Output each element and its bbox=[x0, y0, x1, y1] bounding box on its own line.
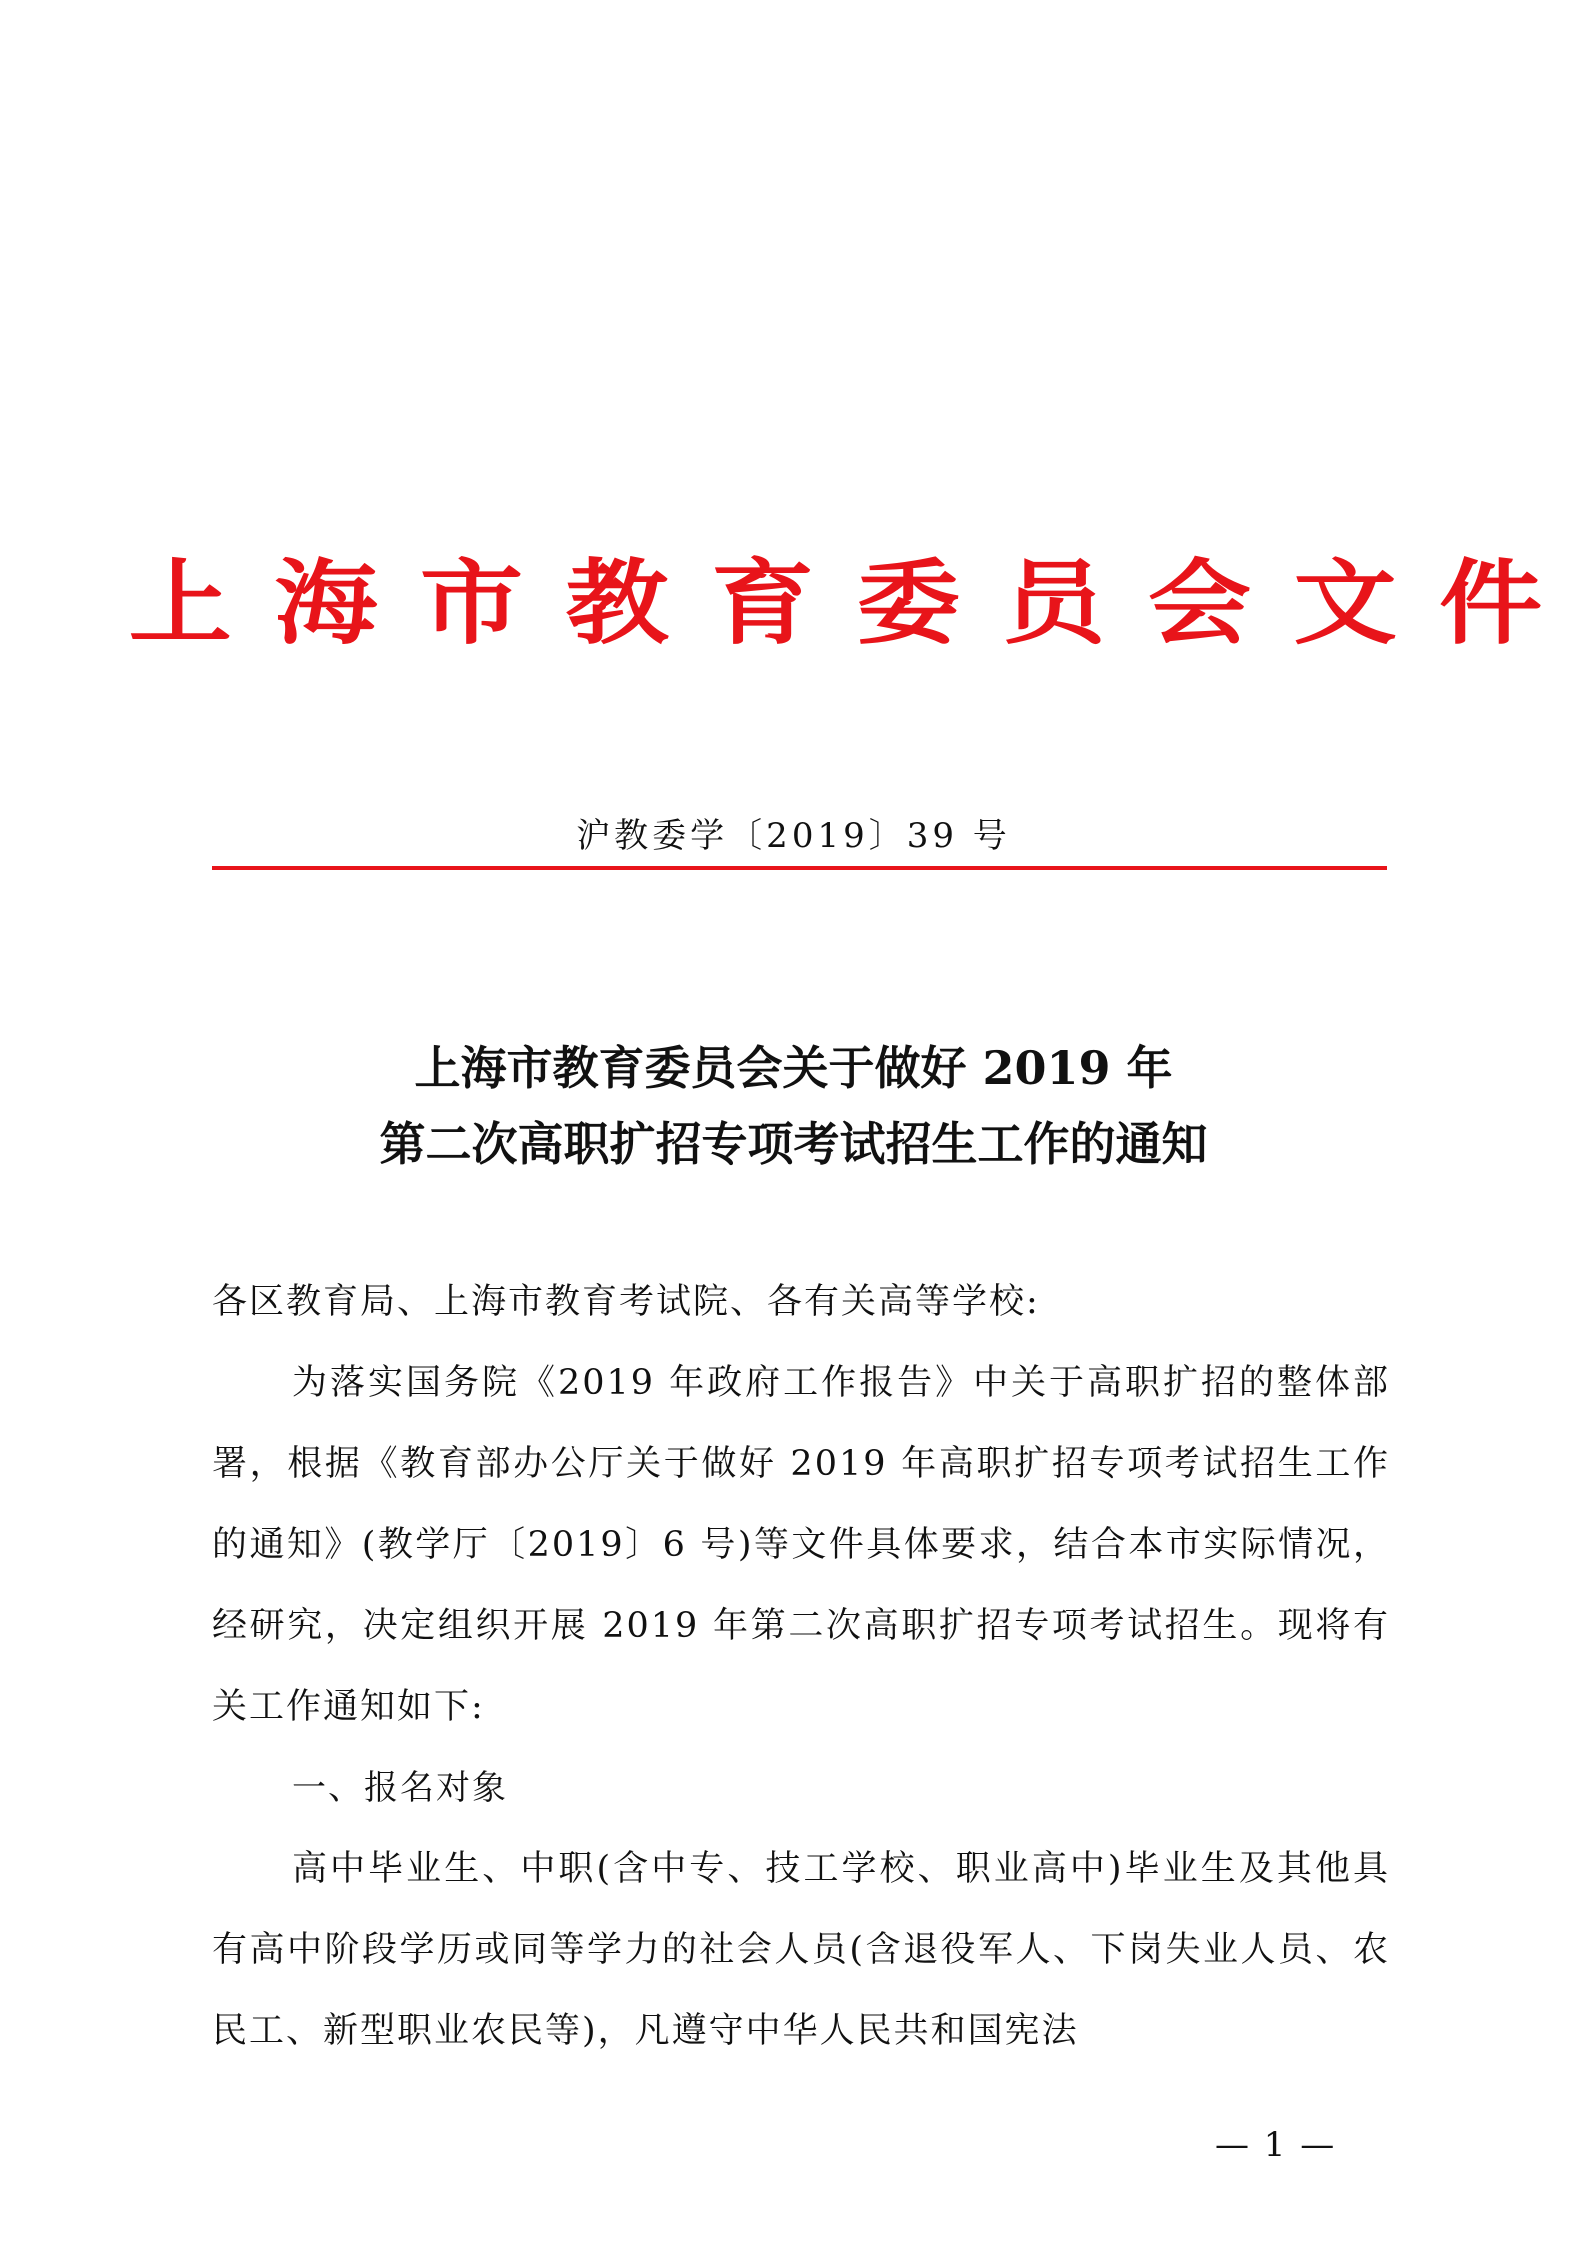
document-body bbox=[212, 1262, 1390, 2072]
red-divider-line bbox=[212, 866, 1387, 870]
intro-paragraph: 为落实国务院《2019 年政府工作报告》中关于高职扩招的整体部署，根据《教育部办公厅关于做好 2019 年高职扩招专项考试招生工作的通知》(教学厅〔2019〕6 号)等文件具体要求，结合本市实际情况，经研究，决定组织开展 2019 年第二次高职扩招专项考试招生。现将有关工作通知如下: bbox=[212, 1363, 1390, 1727]
section-1-paragraph: 高中毕业生、中职(含中专、技工学校、职业高中)毕业生及其他具有高中阶段学历或同等学力的社会人员(含退役军人、下岗失业人员、农民工、新型职业农民等)，凡遵守中华人民共和国宪法 bbox=[212, 1849, 1390, 2051]
page-number: — 1 — bbox=[1215, 2125, 1337, 2165]
notice-title-line-2: 第二次高职扩招专项考试招生工作的通知 bbox=[379, 1117, 1208, 1171]
masthead-title: 上海市教育委员会文件 bbox=[128, 549, 1585, 657]
document-number: 沪教委学〔2019〕39 号 bbox=[576, 816, 1011, 856]
section-1-heading: 一、报名对象 bbox=[292, 1768, 508, 1808]
salutation: 各区教育局、上海市教育考试院、各有关高等学校: bbox=[212, 1282, 1040, 1322]
notice-title-line-1: 上海市教育委员会关于做好 2019 年 bbox=[414, 1041, 1173, 1095]
notice-title bbox=[0, 1030, 1587, 1182]
